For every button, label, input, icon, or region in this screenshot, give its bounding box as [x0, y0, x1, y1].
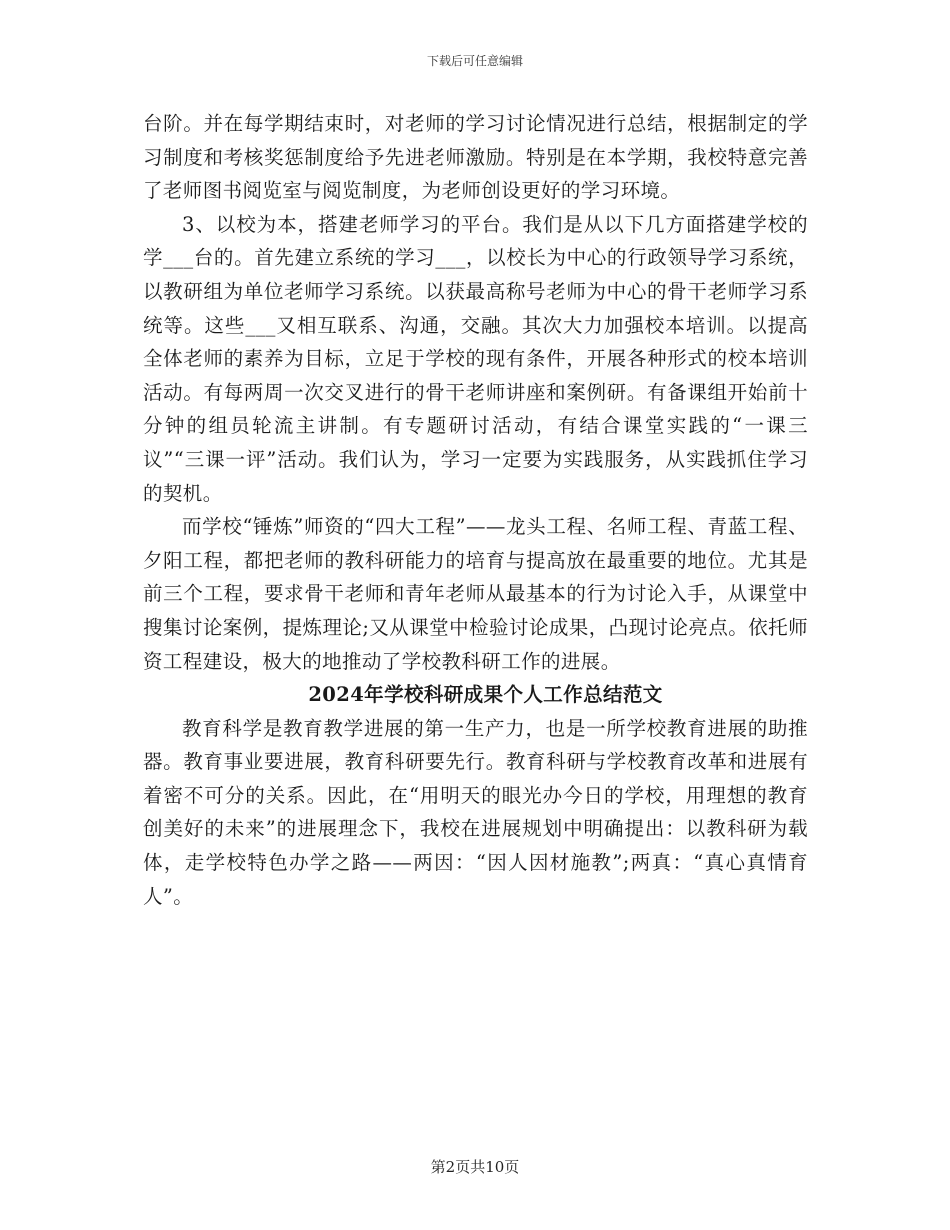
paragraph-2: 3、以校为本，搭建老师学习的平台。我们是从以下几方面搭建学校的学___台的。首先建立系统的学习___，以校长为中心的行政领导学习系统，以教研组为单位老师学习系统。以获最高称号老师为中心的骨干老师学习系统等。这些___又相互联系、沟通，交融。其次大力加强校本培训。以提高全体老师的素养为目标，立足于学校的现有条件，开展各种形式的校本培训活动。有每两周一次交叉进行的骨干老师讲座和案例研。有备课组开始前十分钟的组员轮流主讲制。有专题研讨活动，有结合课堂实践的“一课三议”“三课一评”活动。我们认为，学习一定要为实践服务，从实践抓住学习的契机。	[143, 212, 808, 505]
page-header: 下载后可任意编辑	[426, 54, 523, 68]
document-body	[143, 107, 808, 913]
section-title: 2024年学校科研成果个人工作总结范文	[308, 683, 663, 707]
paragraph-1: 台阶。并在每学期结束时，对老师的学习讨论情况进行总结，根据制定的学习制度和考核奖惩制度给予先进老师激励。特别是在本学期，我校特意完善了老师图书阅览室与阅览制度，为老师创设更好的学习环境。	[143, 112, 808, 203]
page-number: 第2页共10页	[430, 1158, 520, 1176]
paragraph-3: 而学校“锤炼”师资的“四大工程”——龙头工程、名师工程、青蓝工程、夕阳工程，都把老师的教科研能力的培育与提高放在最重要的地位。尤其是前三个工程，要求骨干老师和青年老师从最基本的行为讨论入手，从课堂中搜集讨论案例，提炼理论;又从课堂中检验讨论成果，凸现讨论亮点。依托师资工程建设，极大的地推动了学校教科研工作的进展。	[143, 515, 808, 673]
paragraph-4: 教育科学是教育教学进展的第一生产力，也是一所学校教育进展的助推器。教育事业要进展，教育科研要先行。教育科研与学校教育改革和进展有着密不可分的关系。因此，在“用明天的眼光办今日的学校，用理想的教育创美好的未来”的进展理念下，我校在进展规划中明确提出：以教科研为载体，走学校特色办学之路——两因：“因人因材施教”;两真：“真心真情育人”。	[143, 716, 808, 908]
